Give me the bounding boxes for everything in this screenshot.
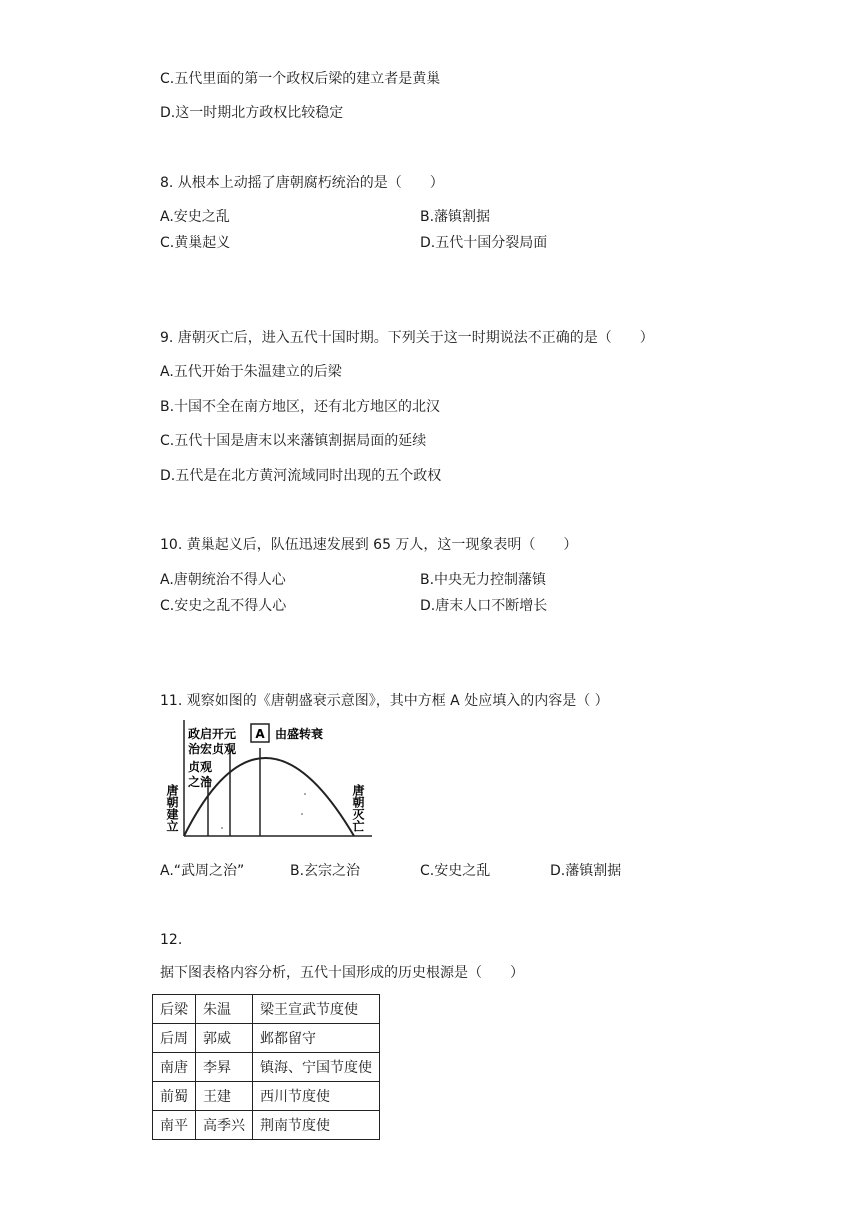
table-cell: 王建 (196, 1082, 253, 1111)
q10-stem: 10. 黄巢起义后，队伍迅速发展到 65 万人，这一现象表明（ ） (160, 537, 578, 553)
diagram-left-label: 唐朝建立 (165, 784, 179, 832)
table-cell: 郭威 (196, 1024, 253, 1053)
q11-option-c: C.安史之乱 (420, 863, 491, 879)
q9-option-c: C.五代十国是唐末以来藩镇割据局面的延续 (160, 433, 427, 449)
q10-option-c: C.安史之乱不得人心 (160, 598, 287, 614)
q11-option-d: D.藩镇割据 (550, 863, 622, 879)
table-row (153, 1024, 380, 1053)
table-cell: 南平 (153, 1111, 196, 1140)
diagram-peak-label: 由盛转衰 (275, 727, 324, 741)
diagram-col2-label: 贞观 (188, 760, 213, 774)
table-cell: 后周 (153, 1024, 196, 1053)
table-row (153, 1111, 380, 1140)
q11-option-b: B.玄宗之治 (290, 863, 361, 879)
q7-option-c: C.五代里面的第一个政权后梁的建立者是黄巢 (160, 71, 441, 87)
q9-option-b: B.十国不全在南方地区，还有北方地区的北汉 (160, 399, 441, 415)
q12-stem: 据下图表格内容分析，五代十国形成的历史根源是（ ） (160, 965, 524, 981)
table-cell: 朱温 (196, 995, 253, 1024)
q10-option-d: D.唐末人口不断增长 (420, 598, 548, 614)
q9-stem: 9. 唐朝灭亡后，进入五代十国时期。下列关于这一时期说法不正确的是（ ） (160, 330, 654, 346)
table-cell: 李昪 (196, 1053, 253, 1082)
table-cell: 前蜀 (153, 1082, 196, 1111)
table-cell: 高季兴 (196, 1111, 253, 1140)
diagram-col2-label: 之治 (188, 775, 213, 789)
q8-option-d: D.五代十国分裂局面 (420, 235, 548, 251)
q9-option-a: A.五代开始于朱温建立的后梁 (160, 364, 342, 380)
table-cell: 南唐 (153, 1053, 196, 1082)
table-cell: 后梁 (153, 995, 196, 1024)
table-row (153, 995, 380, 1024)
q9-option-d: D.五代是在北方黄河流域同时出现的五个政权 (160, 468, 442, 484)
q8-option-a: A.安史之乱 (160, 209, 230, 225)
table-cell: 荆南节度使 (253, 1111, 380, 1140)
q8-stem: 8. 从根本上动摇了唐朝腐朽统治的是（ ） (160, 175, 444, 191)
table-cell: 镇海、宁国节度使 (253, 1053, 380, 1082)
tang-rise-fall-diagram (162, 718, 377, 840)
table-cell: 梁王宣武节度使 (253, 995, 380, 1024)
table-cell: 西川节度使 (253, 1082, 380, 1111)
diagram-col1-label: 政启开元 (188, 727, 237, 741)
q12-number: 12. (160, 932, 183, 948)
diagram-right-label: 唐朝灭亡 (351, 784, 365, 832)
diagram-box-a-label: A (255, 727, 265, 741)
q10-option-b: B.中央无力控制藩镇 (420, 572, 547, 588)
q11-stem: 11. 观察如图的《唐朝盛衰示意图》，其中方框 A 处应填入的内容是（ ） (160, 693, 609, 709)
q8-option-b: B.藩镇割据 (420, 209, 491, 225)
q10-option-a: A.唐朝统治不得人心 (160, 572, 286, 588)
diagram-col1-label: 治宏贞观 (188, 742, 237, 756)
table-cell: 邺都留守 (253, 1024, 380, 1053)
table-row (153, 1082, 380, 1111)
q8-option-c: C.黄巢起义 (160, 235, 231, 251)
q7-option-d: D.这一时期北方政权比较稳定 (160, 105, 344, 121)
q11-option-a: A.“武周之治” (160, 863, 245, 879)
five-dynasties-table (152, 994, 380, 1140)
table-row (153, 1053, 380, 1082)
